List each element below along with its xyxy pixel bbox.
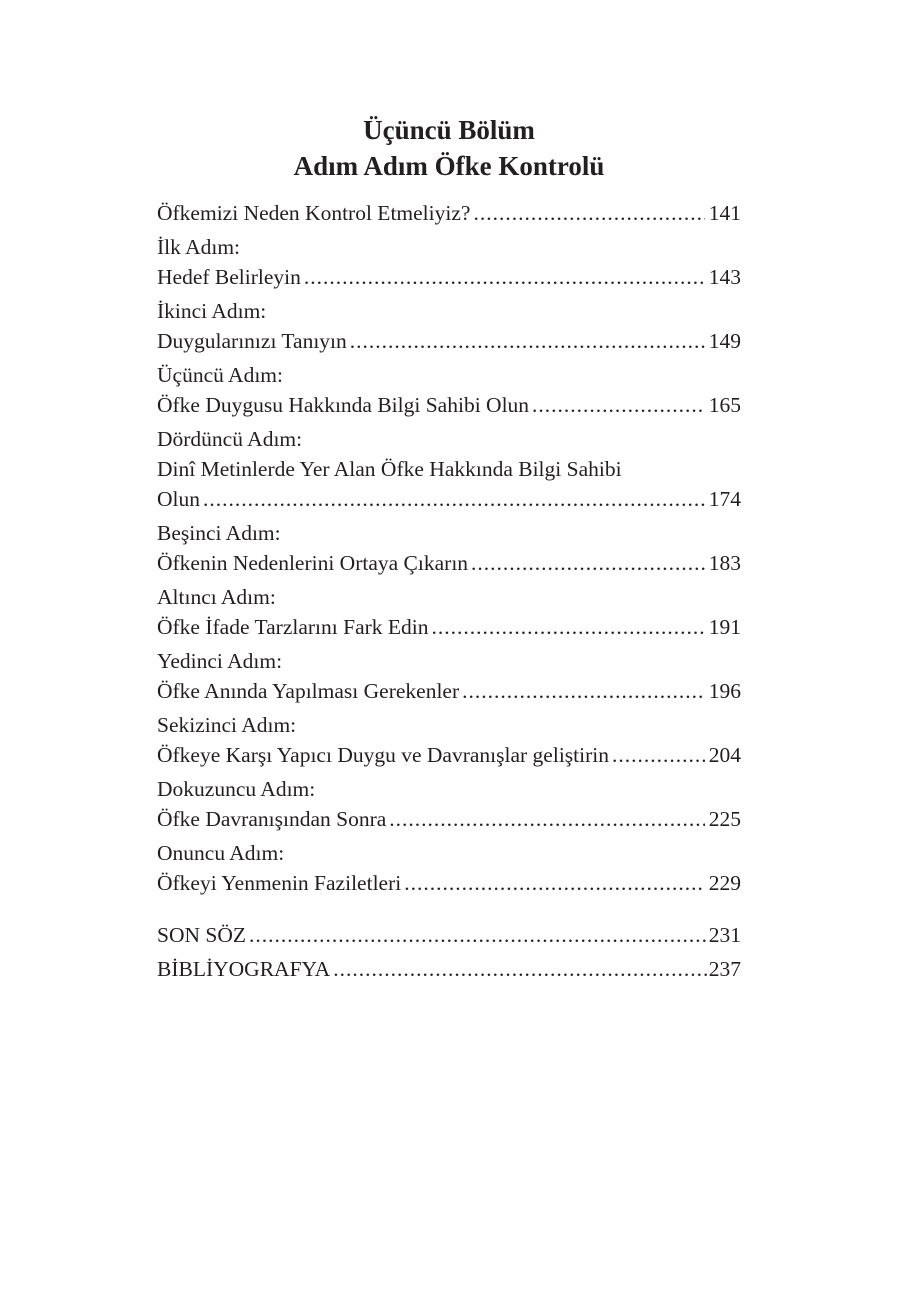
toc-entry-afterword[interactable]	[157, 920, 741, 950]
toc-page-number: 204	[708, 743, 741, 767]
toc-entry-step-6[interactable]	[157, 582, 741, 642]
table-of-contents-page	[157, 112, 741, 988]
toc-step-title: İkinci Adım:	[157, 299, 267, 323]
toc-entry-step-4[interactable]	[157, 424, 741, 514]
toc-entry-label-line1: Dinî Metinlerde Yer Alan Öfke Hakkında Bilgi Sahibi	[157, 457, 622, 481]
toc-step-title: Dokuzuncu Adım:	[157, 777, 316, 801]
toc-entry-bibliography[interactable]	[157, 954, 741, 984]
toc-entry-step-1[interactable]	[157, 232, 741, 292]
toc-page-number: 149	[708, 329, 741, 353]
dot-leader	[404, 868, 705, 898]
toc-entry-label: Öfke Davranışından Sonra	[157, 807, 387, 831]
toc-entry-step-7[interactable]	[157, 646, 741, 706]
toc-entry-label: BİBLİYOGRAFYA	[157, 957, 331, 981]
toc-page-number: 231	[708, 923, 741, 947]
toc-entry-label: Duygularınızı Tanıyın	[157, 329, 347, 353]
spacer	[157, 902, 741, 920]
toc-entry-label: Öfkemizi Neden Kontrol Etmeliyiz?	[157, 201, 471, 225]
dot-leader	[473, 198, 704, 228]
dot-leader	[532, 390, 705, 420]
toc-entry-label: Öfke Duygusu Hakkında Bilgi Sahibi Olun	[157, 393, 530, 417]
dot-leader	[462, 676, 705, 706]
toc-page-number: 174	[708, 487, 741, 511]
dot-leader	[612, 740, 705, 770]
toc-page-number: 165	[708, 393, 741, 417]
toc-entry-label: SON SÖZ	[157, 923, 247, 947]
toc-step-title: Onuncu Adım:	[157, 841, 285, 865]
toc-entry-label: Öfkenin Nedenlerini Ortaya Çıkarın	[157, 551, 469, 575]
part-title: Üçüncü Bölüm	[363, 115, 535, 145]
toc-entry-label: Öfke Anında Yapılması Gerekenler	[157, 679, 460, 703]
toc-step-title: Dördüncü Adım:	[157, 427, 303, 451]
toc-list	[157, 198, 741, 984]
toc-step-title: Sekizinci Adım:	[157, 713, 297, 737]
section-title: Adım Adım Öfke Kontrolü	[293, 151, 605, 181]
toc-entry-step-9[interactable]	[157, 774, 741, 834]
toc-page-number: 143	[708, 265, 741, 289]
toc-entry-label: Öfkeye Karşı Yapıcı Duygu ve Davranışlar geliştirin	[157, 743, 609, 767]
toc-step-title: Beşinci Adım:	[157, 521, 281, 545]
toc-page-number: 229	[708, 871, 741, 895]
toc-step-title: Altıncı Adım:	[157, 585, 276, 609]
toc-entry-step-5[interactable]	[157, 518, 741, 578]
toc-step-title: Yedinci Adım:	[157, 649, 283, 673]
toc-entry-step-8[interactable]	[157, 710, 741, 770]
toc-entry-step-2[interactable]	[157, 296, 741, 356]
toc-entry-label: Öfkeyi Yenmenin Faziletleri	[157, 871, 402, 895]
toc-entry-label: Hedef Belirleyin	[157, 265, 301, 289]
toc-page-number: 237	[708, 957, 741, 981]
section-heading	[157, 112, 741, 184]
toc-entry-label: Olun	[157, 487, 200, 511]
toc-page-number: 191	[708, 615, 741, 639]
toc-page-number: 141	[708, 201, 741, 225]
dot-leader	[350, 326, 705, 356]
dot-leader	[203, 484, 705, 514]
dot-leader	[471, 548, 705, 578]
toc-entry-intro[interactable]	[157, 198, 741, 228]
toc-step-title: İlk Adım:	[157, 235, 241, 259]
toc-step-title: Üçüncü Adım:	[157, 363, 283, 387]
dot-leader	[389, 804, 704, 834]
dot-leader	[249, 920, 709, 950]
dot-leader	[432, 612, 705, 642]
toc-page-number: 183	[708, 551, 741, 575]
toc-entry-step-3[interactable]	[157, 360, 741, 420]
toc-page-number: 225	[708, 807, 741, 831]
dot-leader	[333, 954, 709, 984]
toc-entry-step-10[interactable]	[157, 838, 741, 898]
toc-entry-label: Öfke İfade Tarzlarını Fark Edin	[157, 615, 429, 639]
toc-page-number: 196	[708, 679, 741, 703]
dot-leader	[304, 262, 705, 292]
